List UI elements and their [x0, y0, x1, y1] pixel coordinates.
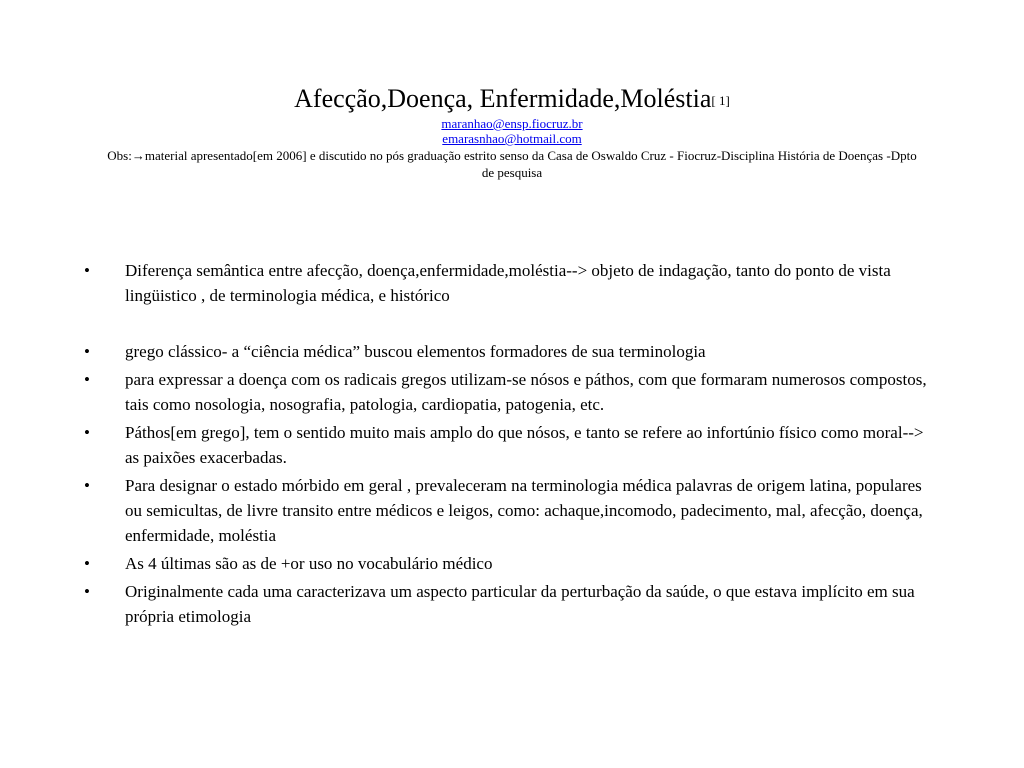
footnote-reference-link[interactable]: [ 1] [711, 93, 730, 108]
bullet-icon: • [84, 554, 90, 573]
bullet-text: Para designar o estado mórbido em geral , prevaleceram na terminologia médica palavras de origem latina, populares ou semicultas, de livre transito entre médicos e leigos, como: achaque,incomodo, padecimento, mal, afecção, doença, enfermidade, moléstia [125, 476, 923, 545]
bullet-text: As 4 últimas são as de +or uso no vocabulário médico [125, 554, 493, 573]
bullet-item [84, 339, 934, 364]
title-block [100, 84, 924, 181]
title-text: Afecção,Doença, Enfermidade,Moléstia [294, 84, 712, 113]
bullet-icon: • [84, 476, 90, 495]
bullet-item [84, 473, 934, 548]
bullet-icon: • [84, 423, 90, 442]
obs-label: Obs: [107, 148, 132, 163]
email-link-fiocruz[interactable]: maranhao@ensp.fiocruz.br [441, 116, 583, 131]
bullet-text: Originalmente cada uma caracterizava um aspecto particular da perturbação da saúde, o que estava implícito em sua própria etimologia [125, 582, 915, 626]
obs-text: material apresentado[em 2006] e discutido no pós graduação estrito senso da Casa de Oswaldo Cruz - Fiocruz-Disciplina História de Doenças -Dpto de pesquisa [144, 148, 917, 180]
bullet-item [84, 258, 934, 308]
obs-note [100, 147, 924, 181]
bullet-text: Diferença semântica entre afecção, doença,enfermidade,moléstia--> objeto de indagação, tanto do ponto de vista lingüistico , de terminologia médica, e histórico [125, 261, 891, 305]
bullet-list [84, 258, 934, 632]
slide-title [100, 84, 924, 116]
arrow-right-icon: → [131, 148, 145, 163]
bullet-icon: • [84, 582, 90, 601]
bullet-icon: • [84, 342, 90, 361]
email-link-hotmail[interactable]: emarasnhao@hotmail.com [442, 131, 582, 146]
bullet-item [84, 420, 934, 470]
bullet-item [84, 551, 934, 576]
bullet-item [84, 579, 934, 629]
bullet-icon: • [84, 370, 90, 389]
bullet-text: para expressar a doença com os radicais gregos utilizam-se nósos e páthos, com que formaram numerosos compostos, tais como nosologia, nosografia, patologia, cardiopatia, patogenia, etc. [125, 370, 927, 414]
bullet-icon: • [84, 261, 90, 280]
bullet-text: grego clássico- a “ciência médica” buscou elementos formadores de sua terminologia [125, 342, 706, 361]
bullet-item [84, 367, 934, 417]
bullet-text: Páthos[em grego], tem o sentido muito mais amplo do que nósos, e tanto se refere ao infortúnio físico como moral--> as paixões exacerbadas. [125, 423, 924, 467]
